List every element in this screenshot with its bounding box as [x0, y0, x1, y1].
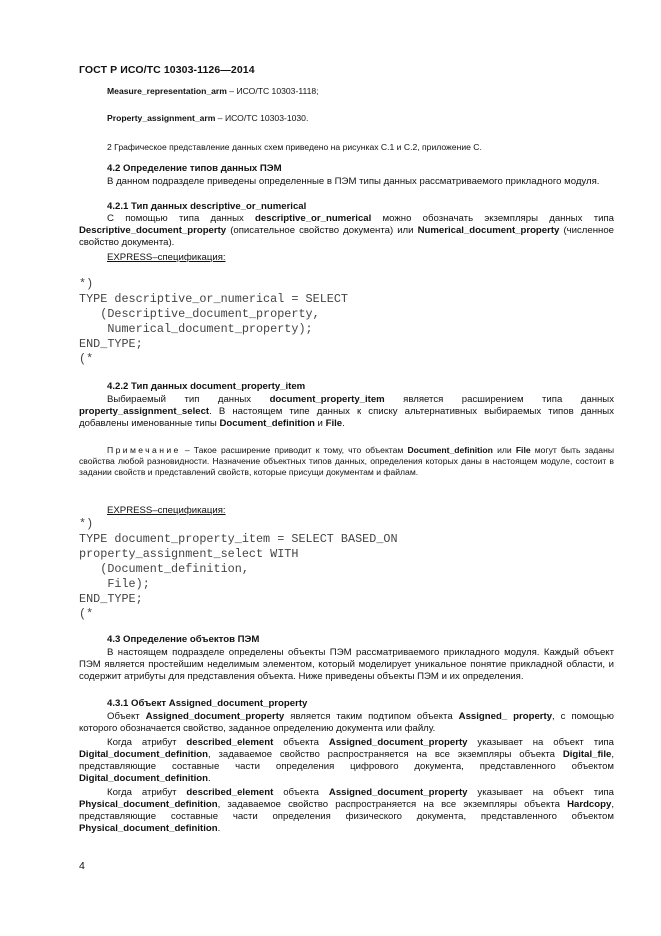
reference-property-assignment: Property_assignment_arm – ИСО/ТС 10303-1030.: [107, 113, 309, 123]
express-spec-label-1: EXPRESS–спецификация:: [107, 252, 226, 263]
section-4-2-2-text: Выбираемый тип данных document_property_item является расширением типа данных property_assignment_select. В настоящем типе данных к списку альтернативных выбираемых типов данных добавлены именованные типы Document_definition и File.: [79, 394, 614, 429]
section-4-2-1-title: 4.2.1 Тип данных descriptive_or_numerical: [107, 201, 307, 212]
section-4-3-1-title: 4.3.1 Объект Assigned_document_property: [107, 698, 308, 709]
section-4-2-text: В данном подразделе приведены определенные в ПЭМ типы данных рассматриваемого прикладного модуля.: [107, 176, 600, 187]
section-4-2-2-title: 4.2.2 Тип данных document_property_item: [107, 381, 306, 392]
section-4-3-1-para-1: Объект Assigned_document_property является таким подтипом объекта Assigned_ property, с помощью которого обозначается свойство, заданное определению документа или файлу.: [79, 711, 615, 734]
note-label: Примечание: [107, 445, 181, 455]
note-2: 2 Графическое представление данных схем приведено на рисунках С.1 и С.2, приложение С.: [107, 142, 482, 152]
express-code-block-2: *) TYPE document_property_item = SELECT BASED_ON property_assignment_select WITH (Document_definition, File); END_TYPE; (*: [79, 517, 398, 621]
section-4-3-text: В настоящем подразделе определены объекты ПЭМ рассматриваемого прикладного модуля. Каждый объект ПЭМ является простейшим неделимым элементом, который моделирует уникальное понятие прикладной области, и содержит атрибуты для представления объекта. Ниже приведены объекты ПЭМ и их определения.: [79, 647, 614, 682]
section-4-3-title: 4.3 Определение объектов ПЭМ: [107, 634, 260, 645]
section-4-3-1-para-3: Когда атрибут described_element объекта Assigned_document_property указывает на объект типа Physical_document_definition, задаваемое свойство распространяется на все экземпляры объекта Hardcopy, представляющие составные части определения физического документа, представленного объектом Physical_document_definition.: [79, 787, 614, 834]
note-paragraph: Примечание – Такое расширение приводит к тому, что объектам Document_definition или File могут быть заданы свойства любой разновидности. Назначение объектных типов данных, определения которых даны в настоящем модуле, состоит в задании свойств и представлений свойств, которые присущи документам и файлам.: [79, 445, 615, 477]
page-number: 4: [79, 860, 85, 872]
reference-measure-representation: Measure_representation_arm – ИСО/ТС 10303-1118;: [107, 86, 319, 96]
standard-header: ГОСТ Р ИСО/ТС 10303-1126—2014: [79, 64, 255, 76]
express-spec-label-2: EXPRESS–спецификация:: [107, 505, 226, 516]
express-code-block-1: *) TYPE descriptive_or_numerical = SELECT (Descriptive_document_property, Numerical_document_property); END_TYPE; (*: [79, 277, 349, 366]
section-4-2-1-text: С помощью типа данных descriptive_or_numerical можно обозначать экземпляры данных типа Descriptive_document_property (описательное свойство документа) или Numerical_document_property (численное свойство документа).: [79, 213, 614, 248]
section-4-2-title: 4.2 Определение типов данных ПЭМ: [107, 163, 282, 174]
section-4-3-1-para-2: Когда атрибут described_element объекта Assigned_document_property указывает на объект типа Digital_document_definition, задаваемое свойство распространяется на все экземпляры объекта Digital_file, представляющие составные части определения цифрового документа, представленного объектом Digital_document_definition.: [79, 737, 614, 784]
